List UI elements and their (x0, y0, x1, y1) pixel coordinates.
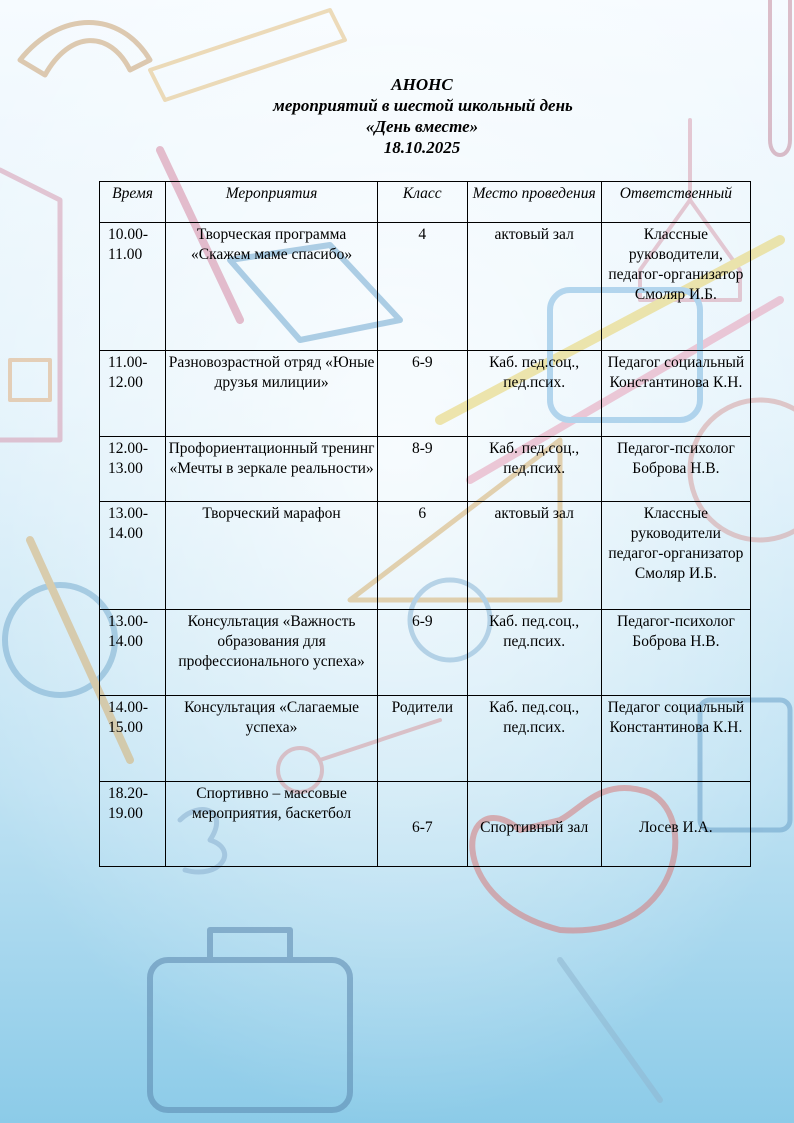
event-date: 18.10.2025 (383, 138, 461, 157)
cell-time: 12.00-13.00 (100, 437, 166, 502)
cell-class: Родители (378, 696, 467, 782)
cell-place: Каб. пед.соц., пед.псих. (467, 696, 601, 782)
cell-time: 11.00-12.00 (100, 351, 166, 437)
cell-class: 8-9 (378, 437, 467, 502)
table-row (100, 502, 751, 610)
cell-responsible: Классные руководители педагог-организатор Смоляр И.Б. (601, 502, 750, 610)
cell-class: 6-9 (378, 610, 467, 696)
column-header-class: Класс (378, 182, 467, 223)
event-name: «День вместе» (365, 117, 479, 136)
cell-responsible: Педагог социальный Константинова К.Н. (601, 696, 750, 782)
cell-responsible: Педагог-психолог Боброва Н.В. (601, 610, 750, 696)
cell-class: 6 (378, 502, 467, 610)
table-header-row (100, 182, 751, 223)
schedule-table (99, 181, 751, 867)
cell-time: 10.00-11.00 (100, 223, 166, 351)
cell-responsible: Лосев И.А. (601, 782, 750, 867)
cell-place: Спортивный зал (467, 782, 601, 867)
table-row (100, 437, 751, 502)
cell-event: Спортивно – массовые мероприятия, баскетбол (166, 782, 378, 867)
cell-event: Профориентационный тренинг «Мечты в зеркале реальности» (166, 437, 378, 502)
column-header-responsible: Ответственный (601, 182, 750, 223)
cell-time: 18.20-19.00 (100, 782, 166, 867)
cell-responsible: Педагог-психолог Боброва Н.В. (601, 437, 750, 502)
column-header-event: Мероприятия (166, 182, 378, 223)
announcement-title: АНОНС (391, 75, 453, 94)
cell-event: Творческий марафон (166, 502, 378, 610)
table-row (100, 696, 751, 782)
announcement-subtitle: мероприятий в шестой школьный день (273, 96, 573, 115)
table-row (100, 223, 751, 351)
cell-place: Каб. пед.соц., пед.псих. (467, 610, 601, 696)
cell-event: Творческая программа «Скажем маме спасибо» (166, 223, 378, 351)
cell-responsible: Классные руководители, педагог-организатор Смоляр И.Б. (601, 223, 750, 351)
cell-responsible: Педагог социальный Константинова К.Н. (601, 351, 750, 437)
cell-class: 6-9 (378, 351, 467, 437)
column-header-time: Время (100, 182, 166, 223)
cell-place: актовый зал (467, 502, 601, 610)
announcement-header (0, 74, 794, 158)
cell-class: 4 (378, 223, 467, 351)
cell-class: 6-7 (378, 782, 467, 867)
cell-event: Консультация «Слагаемые успеха» (166, 696, 378, 782)
cell-time: 13.00-14.00 (100, 502, 166, 610)
table-row (100, 782, 751, 867)
column-header-place: Место проведения (467, 182, 601, 223)
table-row (100, 351, 751, 437)
cell-place: Каб. пед.соц., пед.псих. (467, 437, 601, 502)
cell-time: 13.00-14.00 (100, 610, 166, 696)
cell-time: 14.00-15.00 (100, 696, 166, 782)
cell-event: Консультация «Важность образования для профессионального успеха» (166, 610, 378, 696)
table-row (100, 610, 751, 696)
cell-place: актовый зал (467, 223, 601, 351)
cell-event: Разновозрастной отряд «Юные друзья милиции» (166, 351, 378, 437)
cell-place: Каб. пед.соц., пед.псих. (467, 351, 601, 437)
